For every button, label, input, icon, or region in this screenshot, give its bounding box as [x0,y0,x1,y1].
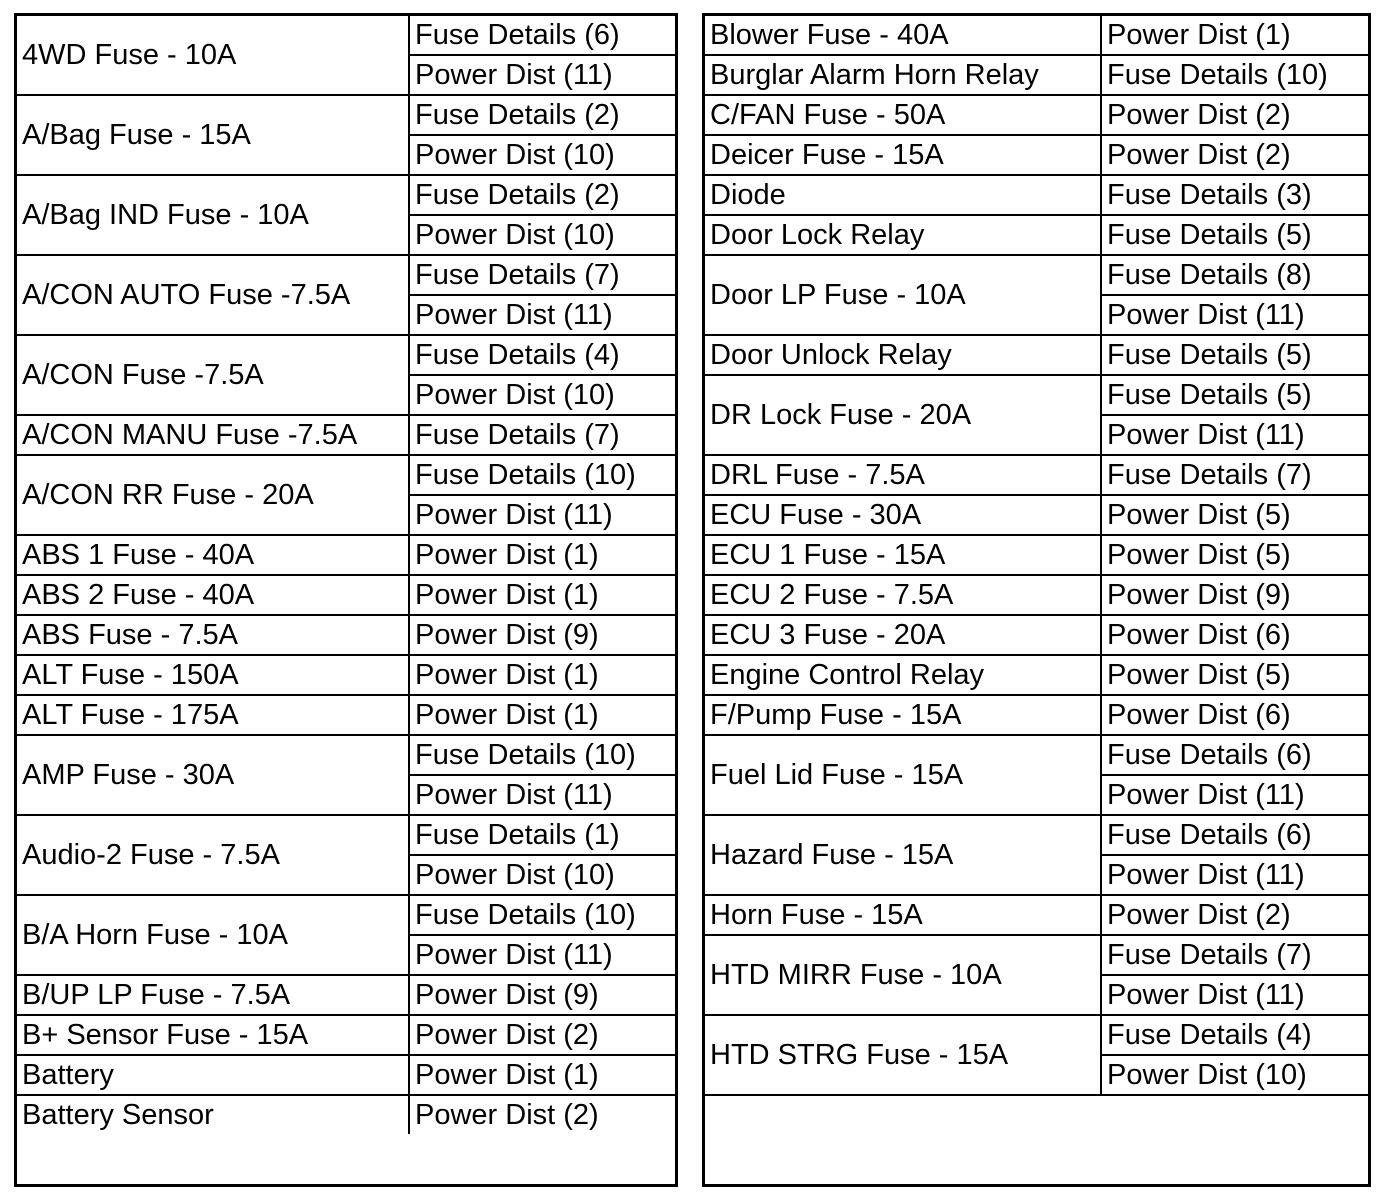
table-row [17,1095,675,1134]
component-name-cell: Horn Fuse - 15A [705,895,1101,935]
fuse-index-table-right [705,16,1368,1096]
table-row [705,495,1368,535]
table-row [17,615,675,655]
component-name-cell: HTD MIRR Fuse - 10A [705,935,1101,1015]
reference-cell: Power Dist (9) [409,615,675,655]
table-row [705,695,1368,735]
fuse-index-table-left [17,16,675,1134]
table-row [17,1015,675,1055]
reference-cell: Power Dist (6) [1101,695,1368,735]
table-row [705,935,1368,975]
reference-cell: Power Dist (10) [409,375,675,415]
component-name-cell: Deicer Fuse - 15A [705,135,1101,175]
component-name-cell: ABS 1 Fuse - 40A [17,535,409,575]
table-row [17,335,675,375]
fuse-index-right-panel [702,13,1371,1187]
component-name-cell: ECU 3 Fuse - 20A [705,615,1101,655]
reference-cell: Fuse Details (2) [409,175,675,215]
fuse-index-left-panel [14,13,678,1187]
reference-cell: Power Dist (11) [1101,415,1368,455]
component-name-cell: ABS 2 Fuse - 40A [17,575,409,615]
reference-cell: Fuse Details (10) [1101,55,1368,95]
reference-cell: Power Dist (11) [1101,975,1368,1015]
reference-cell: Power Dist (9) [1101,575,1368,615]
component-name-cell: HTD STRG Fuse - 15A [705,1015,1101,1095]
component-name-cell: A/Bag IND Fuse - 10A [17,175,409,255]
reference-cell: Power Dist (11) [1101,855,1368,895]
reference-cell: Power Dist (1) [409,535,675,575]
reference-cell: Power Dist (1) [409,655,675,695]
component-name-cell: Engine Control Relay [705,655,1101,695]
reference-cell: Power Dist (10) [409,855,675,895]
component-name-cell: ECU 2 Fuse - 7.5A [705,575,1101,615]
component-name-cell: ALT Fuse - 150A [17,655,409,695]
table-row [705,1015,1368,1055]
reference-cell: Fuse Details (5) [1101,375,1368,415]
reference-cell: Fuse Details (4) [409,335,675,375]
component-name-cell: Battery Sensor [17,1095,409,1134]
reference-cell: Power Dist (11) [409,775,675,815]
component-name-cell: Fuel Lid Fuse - 15A [705,735,1101,815]
component-name-cell: B+ Sensor Fuse - 15A [17,1015,409,1055]
component-name-cell: A/CON RR Fuse - 20A [17,455,409,535]
reference-cell: Fuse Details (6) [1101,735,1368,775]
table-row [705,535,1368,575]
reference-cell: Power Dist (10) [409,215,675,255]
table-row [705,735,1368,775]
reference-cell: Power Dist (1) [409,695,675,735]
table-row [705,95,1368,135]
table-row [705,375,1368,415]
reference-cell: Fuse Details (7) [1101,935,1368,975]
reference-cell: Power Dist (2) [1101,95,1368,135]
reference-cell: Power Dist (2) [1101,135,1368,175]
reference-cell: Fuse Details (7) [409,255,675,295]
reference-cell: Power Dist (2) [409,1095,675,1134]
component-name-cell: C/FAN Fuse - 50A [705,95,1101,135]
reference-cell: Fuse Details (3) [1101,175,1368,215]
table-row [705,455,1368,495]
reference-cell: Fuse Details (7) [409,415,675,455]
table-row [17,535,675,575]
table-row [705,895,1368,935]
reference-cell: Power Dist (11) [409,55,675,95]
table-row [17,575,675,615]
table-row [17,95,675,135]
table-row [705,215,1368,255]
component-name-cell: ECU 1 Fuse - 15A [705,535,1101,575]
reference-cell: Fuse Details (7) [1101,455,1368,495]
reference-cell: Power Dist (6) [1101,615,1368,655]
component-name-cell: Diode [705,175,1101,215]
table-row [17,455,675,495]
component-name-cell: Burglar Alarm Horn Relay [705,55,1101,95]
reference-cell: Power Dist (2) [1101,895,1368,935]
component-name-cell: F/Pump Fuse - 15A [705,695,1101,735]
table-row [17,1055,675,1095]
table-row [705,255,1368,295]
reference-cell: Fuse Details (6) [1101,815,1368,855]
reference-cell: Power Dist (1) [1101,16,1368,55]
reference-cell: Power Dist (11) [1101,295,1368,335]
table-row [17,655,675,695]
reference-cell: Power Dist (10) [1101,1055,1368,1095]
component-name-cell: 4WD Fuse - 10A [17,16,409,95]
table-row [17,175,675,215]
reference-cell: Fuse Details (10) [409,735,675,775]
reference-cell: Fuse Details (4) [1101,1015,1368,1055]
component-name-cell: Hazard Fuse - 15A [705,815,1101,895]
component-name-cell: Door Unlock Relay [705,335,1101,375]
reference-cell: Fuse Details (5) [1101,215,1368,255]
reference-cell: Fuse Details (1) [409,815,675,855]
reference-cell: Power Dist (11) [1101,775,1368,815]
component-name-cell: DR Lock Fuse - 20A [705,375,1101,455]
component-name-cell: Battery [17,1055,409,1095]
component-name-cell: Door LP Fuse - 10A [705,255,1101,335]
component-name-cell: ECU Fuse - 30A [705,495,1101,535]
reference-cell: Power Dist (11) [409,295,675,335]
reference-cell: Fuse Details (10) [409,895,675,935]
reference-cell: Fuse Details (6) [409,16,675,55]
table-row [17,16,675,55]
component-name-cell: A/Bag Fuse - 15A [17,95,409,175]
table-row [17,895,675,935]
reference-cell: Power Dist (10) [409,135,675,175]
table-row [705,16,1368,55]
component-name-cell: B/UP LP Fuse - 7.5A [17,975,409,1015]
component-name-cell: ABS Fuse - 7.5A [17,615,409,655]
table-row [705,815,1368,855]
table-row [17,415,675,455]
reference-cell: Fuse Details (8) [1101,255,1368,295]
reference-cell: Power Dist (11) [409,495,675,535]
table-row [705,615,1368,655]
table-row [705,575,1368,615]
table-row [17,975,675,1015]
component-name-cell: Blower Fuse - 40A [705,16,1101,55]
component-name-cell: Door Lock Relay [705,215,1101,255]
table-row [705,55,1368,95]
component-name-cell: DRL Fuse - 7.5A [705,455,1101,495]
table-row [17,735,675,775]
reference-cell: Power Dist (5) [1101,495,1368,535]
component-name-cell: ALT Fuse - 175A [17,695,409,735]
reference-cell: Fuse Details (5) [1101,335,1368,375]
reference-cell: Power Dist (9) [409,975,675,1015]
reference-cell: Power Dist (5) [1101,655,1368,695]
component-name-cell: A/CON Fuse -7.5A [17,335,409,415]
table-row [17,815,675,855]
table-row [17,255,675,295]
component-name-cell: B/A Horn Fuse - 10A [17,895,409,975]
reference-cell: Power Dist (11) [409,935,675,975]
reference-cell: Power Dist (5) [1101,535,1368,575]
component-name-cell: Audio-2 Fuse - 7.5A [17,815,409,895]
table-row [705,135,1368,175]
component-name-cell: A/CON AUTO Fuse -7.5A [17,255,409,335]
reference-cell: Fuse Details (10) [409,455,675,495]
component-name-cell: A/CON MANU Fuse -7.5A [17,415,409,455]
table-row [705,655,1368,695]
table-row [17,695,675,735]
reference-cell: Power Dist (1) [409,1055,675,1095]
table-row [705,335,1368,375]
table-row [705,175,1368,215]
reference-cell: Fuse Details (2) [409,95,675,135]
reference-cell: Power Dist (1) [409,575,675,615]
component-name-cell: AMP Fuse - 30A [17,735,409,815]
reference-cell: Power Dist (2) [409,1015,675,1055]
